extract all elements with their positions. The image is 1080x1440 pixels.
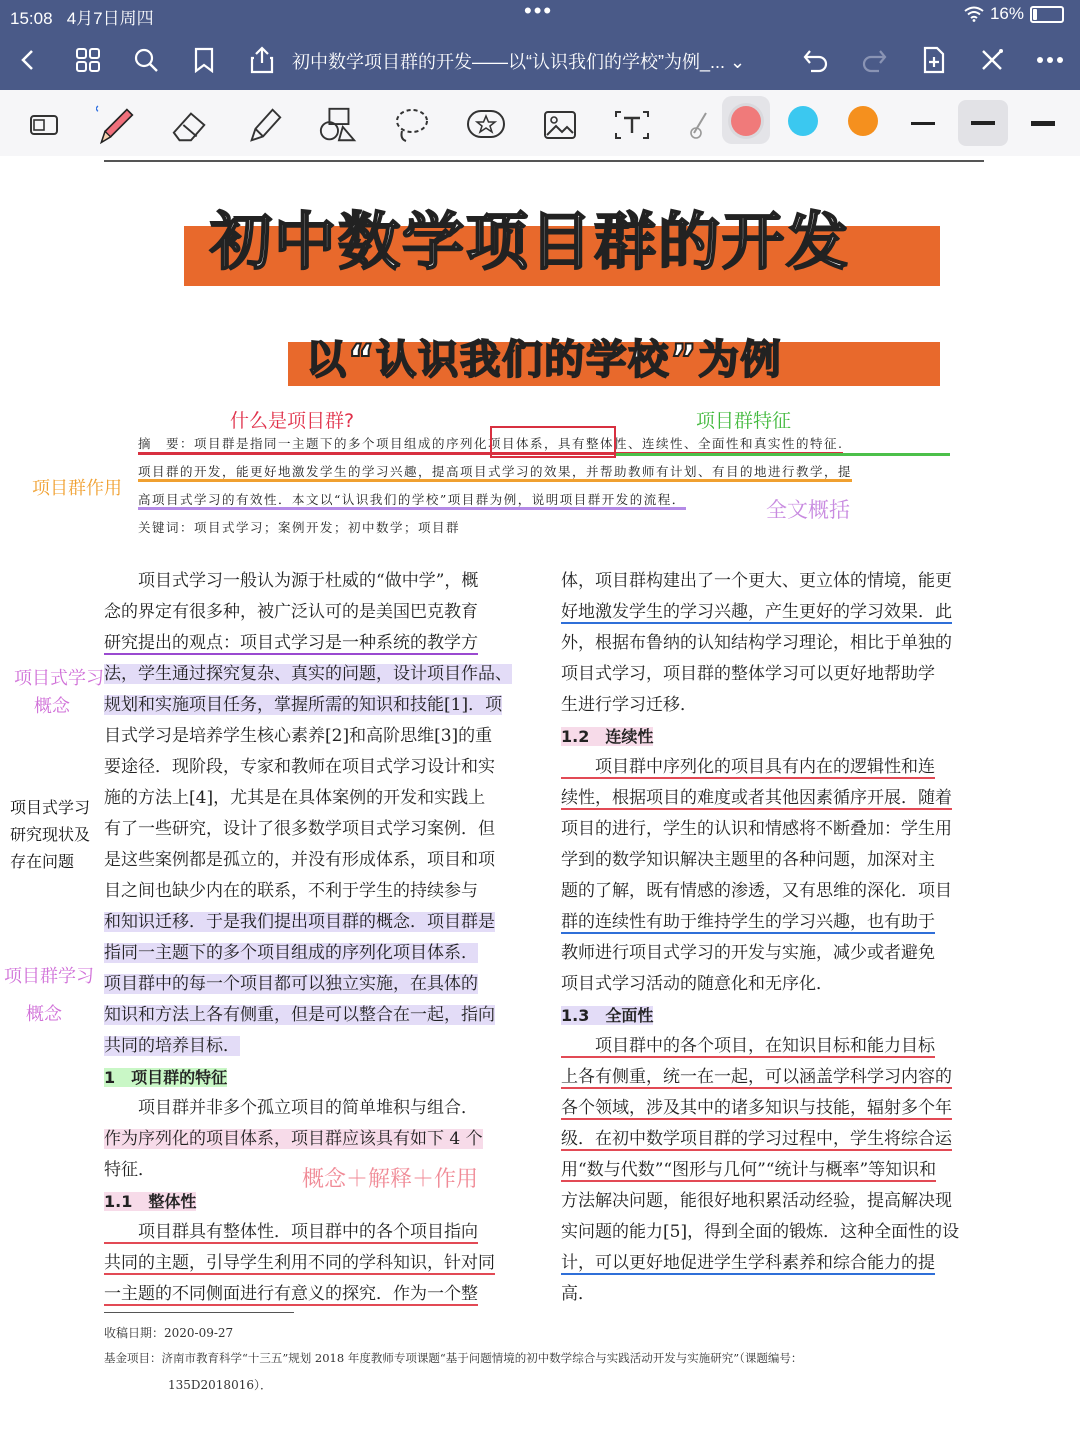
text-line: 项目群中的每一个项目都可以独立实施，在具体的 [104, 974, 478, 994]
shapes-icon[interactable] [318, 105, 358, 145]
subtitle-sticker: 以“认识我们的学校”为例 [306, 337, 783, 383]
text-line: 计，可以更好地促进学生学科素养和综合能力的提 [561, 1253, 935, 1273]
share-icon[interactable] [244, 42, 280, 78]
note-pbl-concept-2: 概念 [34, 696, 70, 717]
text-line: 项目式学习一般认为源于杜威的“做中学”，概 [104, 571, 479, 591]
wifi-icon [964, 6, 984, 22]
text-line: 生进行学习迁移． [561, 695, 697, 715]
status-bar [0, 0, 1080, 30]
note-formula: 概念＋解释＋作用 [302, 1167, 479, 1192]
abstract-line-2: 项目群的开发，能更好地激发学生的学习兴趣，提高项目式学习的效果，并帮助教师有计划、有目的地进行教学，提 [138, 462, 852, 480]
text-line: 共同的主题，引导学生利用不同的学科知识，针对同 [104, 1253, 495, 1273]
abstract-line-1: 摘 要：项目群是指同一主题下的多个项目组成的序列化项目体系，具有整体性、连续性、全面性和真实性的特征. [138, 434, 843, 452]
sticker-icon[interactable] [466, 105, 506, 145]
abstract-line-3: 高项目式学习的有效性．本文以“认识我们的学校”项目群为例，说明项目群开发的流程． [138, 490, 686, 508]
text-line: 作为序列化的项目体系，项目群应该具有如下 4 个 [104, 1129, 483, 1149]
text-line: 外，根据布鲁纳的认知结构学习理论，相比于单独的 [561, 633, 952, 653]
multitask-dots[interactable]: ••• [524, 0, 554, 23]
text-line: 级．在初中数学项目群的学习过程中，学生将综合运 [561, 1129, 952, 1149]
text-line: 教师进行项目式学习的开发与实施，减少或者避免 [561, 943, 935, 963]
stroke-thin-button[interactable] [898, 100, 948, 146]
back-icon[interactable] [10, 42, 46, 78]
footnote-rule [104, 1312, 294, 1313]
keywords: 关键词：项目式学习；案例开发；初中数学；项目群 [138, 520, 461, 535]
nav-bar [0, 30, 1080, 90]
undo-icon[interactable] [798, 42, 834, 78]
text-box-icon[interactable] [612, 105, 652, 145]
fund-line-1: 基金项目：济南市教育科学“十三五”规划 2018 年度教师专项课题“基于问题情境的初中数学综合与实践活动开发与实施研究”（课题编号： [104, 1351, 803, 1365]
left-column [104, 566, 534, 1310]
text-line: 高． [561, 1284, 595, 1304]
text-line: 学到的数学知识解决主题里的各种问题，加深对主 [561, 850, 935, 870]
color-swatch-orange[interactable] [848, 106, 878, 136]
text-line: 体，项目群构建出了一个更大、更立体的情境，能更 [561, 571, 952, 591]
note-pbl-concept-1: 项目式学习 [14, 668, 104, 689]
eraser-icon[interactable] [170, 105, 210, 145]
text-line: 用“数与代数”“图形与几何”“统计与概率”等知识和 [561, 1160, 937, 1180]
text-line: 目式学习是培养学生核心素养[2]和高阶思维[3]的重 [104, 726, 493, 746]
section-heading: 1 项目群的特征 [104, 1068, 228, 1087]
more-icon[interactable] [1032, 42, 1068, 78]
bookmark-icon[interactable] [186, 42, 222, 78]
header-rule [104, 160, 984, 162]
search-icon[interactable] [128, 42, 164, 78]
text-line: 一主题的不同侧面进行有意义的探究．作为一个整 [104, 1284, 478, 1304]
received-date: 收稿日期：2020-09-27 [104, 1326, 234, 1340]
text-line: 项目群中序列化的项目具有内在的逻辑性和连 [561, 757, 935, 777]
battery-icon [1030, 6, 1064, 23]
text-line: 各个领域，涉及其中的诸多知识与技能，辐射多个年 [561, 1098, 952, 1118]
color-swatch-red[interactable] [731, 106, 761, 136]
text-line: 法，学生通过探究复杂、真实的问题，设计项目作品、 [104, 664, 512, 684]
section-heading: 1.3 全面性 [561, 1006, 654, 1025]
text-line: 续性，根据项目的难度或者其他因素循序开展．随着 [561, 788, 952, 808]
laser-pointer-icon[interactable] [680, 105, 720, 145]
section-heading: 1.2 连续性 [561, 727, 654, 746]
text-line: 项目的进行，学生的认识和情感将不断叠加：学生用 [561, 819, 952, 839]
note-features: 项目群特征 [696, 410, 792, 432]
text-line: 群的连续性有助于维持学生的学习兴趣，也有助于 [561, 912, 935, 932]
text-line: 项目式学习，项目群的整体学习可以更好地帮助学 [561, 664, 935, 684]
document-title[interactable]: 初中数学项目群的开发——以“认识我们的学校”为例_... ⌄ [292, 52, 746, 72]
add-page-icon[interactable] [916, 42, 952, 78]
lasso-icon[interactable] [392, 105, 432, 145]
stroke-medium-button[interactable] [958, 100, 1008, 146]
thumbnails-icon[interactable] [70, 42, 106, 78]
battery-indicator [964, 4, 1064, 24]
text-line: 题的了解，既有情感的渗透，又有思维的深化．项目 [561, 881, 952, 901]
note-summary: 全文概括 [766, 498, 850, 522]
right-column [561, 566, 991, 1310]
text-line: 要途径．现阶段，专家和教师在项目式学习设计和实 [104, 757, 495, 777]
battery-percent: 16% [989, 4, 1024, 23]
title-sticker: 初中数学项目群的开发 [210, 205, 851, 278]
image-icon[interactable] [540, 105, 580, 145]
side-note-status: 项目式学习 研究现状及 存在问题 [10, 798, 91, 871]
note-function: 项目群作用 [32, 478, 122, 499]
text-line: 方法解决问题，能很好地积累活动经验，提高解决现 [561, 1191, 952, 1211]
text-line: 好地激发学生的学习兴趣，产生更好的学习效果．此 [561, 602, 952, 622]
redo-icon[interactable] [856, 42, 892, 78]
text-line: 目之间也缺少内在的联系，不利于学生的持续参与 [104, 881, 478, 901]
section-heading: 1.1 整体性 [104, 1192, 197, 1211]
text-line: 上各有侧重，统一在一起，可以涵盖学科学习内容的 [561, 1067, 952, 1087]
stroke-thick-button[interactable] [1018, 100, 1068, 146]
color-swatch-blue[interactable] [788, 106, 818, 136]
features-underline [616, 453, 950, 456]
note-group-concept-2: 概念 [26, 1004, 62, 1025]
highlighter-icon[interactable] [244, 105, 284, 145]
text-line: 指同一主题下的多个项目组成的序列化项目体系． [104, 943, 478, 963]
status-time: 15:08 4月7日周四 [10, 9, 154, 28]
serial-system-box [490, 426, 616, 458]
note-group-concept-1: 项目群学习 [4, 966, 94, 987]
text-line: 施的方法上[4]，尤其是在具体案例的开发和实践上 [104, 788, 486, 808]
text-line: 研究提出的观点：项目式学习是一种系统的教学方 [104, 633, 478, 653]
text-line: 项目群并非多个孤立项目的简单堆积与组合． [104, 1098, 478, 1118]
document-page[interactable] [0, 156, 1080, 1440]
text-line: 项目群中的各个项目，在知识目标和能力目标 [561, 1036, 935, 1056]
close-edit-icon[interactable] [974, 42, 1010, 78]
chevron-down-icon[interactable]: ⌄ [730, 52, 746, 72]
text-line: 和知识迁移．于是我们提出项目群的概念．项目群是 [104, 912, 495, 932]
text-line: 念的界定有很多种，被广泛认可的是美国巴克教育 [104, 602, 478, 622]
text-line: 项目群具有整体性．项目群中的各个项目指向 [104, 1222, 478, 1242]
text-line: 特征． [104, 1160, 155, 1180]
pen-icon[interactable] [96, 105, 136, 145]
text-line: 项目式学习活动的随意化和无序化． [561, 974, 833, 994]
view-mode-icon[interactable] [24, 105, 64, 145]
text-line: 规划和实施项目任务，掌握所需的知识和技能[1]．项 [104, 695, 503, 715]
text-line: 共同的培养目标． [104, 1036, 240, 1056]
text-line: 有了一些研究，设计了很多数学项目式学习案例．但 [104, 819, 495, 839]
fund-line-2: 135D2018016）． [168, 1378, 272, 1392]
text-line: 实问题的能力[5]，得到全面的锻炼．这种全面性的设 [561, 1222, 960, 1242]
text-line: 知识和方法上各有侧重，但是可以整合在一起，指向 [104, 1005, 495, 1025]
note-what-is: 什么是项目群? [230, 410, 355, 432]
text-line: 是这些案例都是孤立的，并没有形成体系，项目和项 [104, 850, 495, 870]
